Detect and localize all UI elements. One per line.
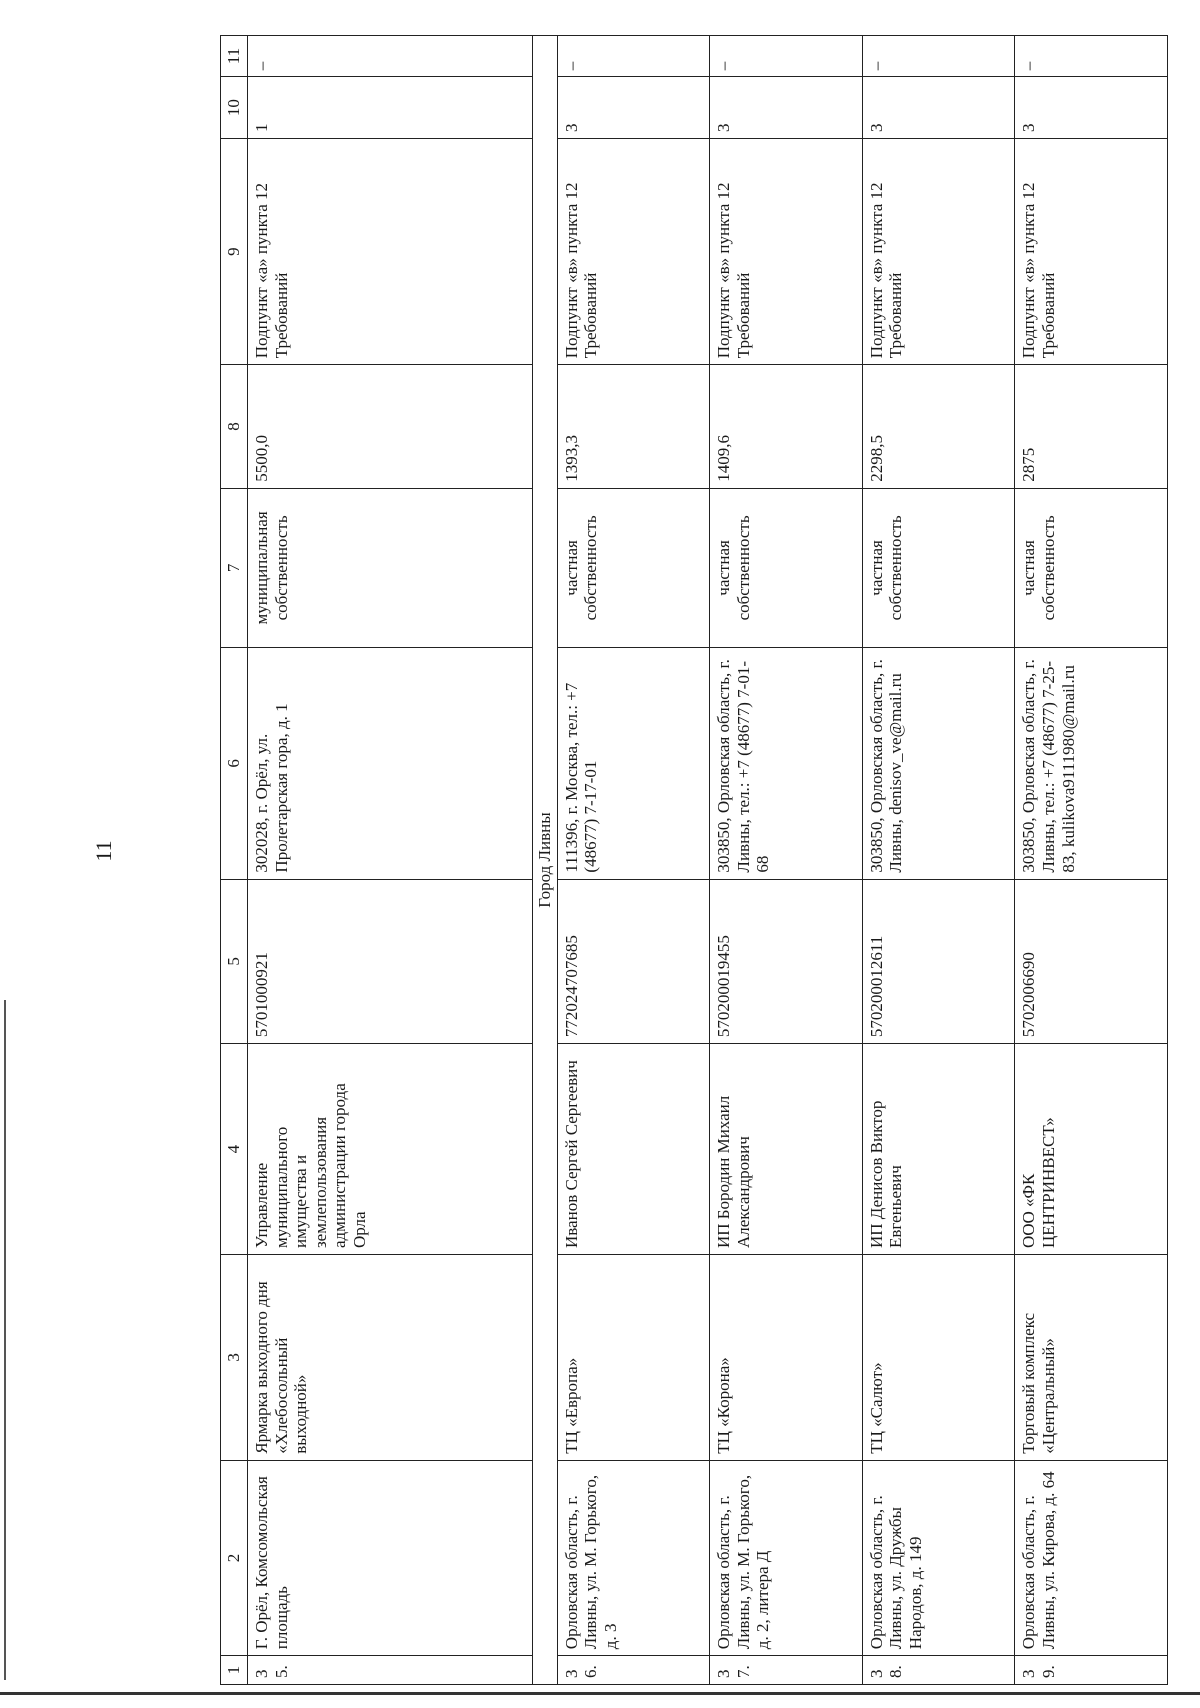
owner-cell: ИП Денисов Виктор Евгеньевич xyxy=(862,1044,1015,1255)
col10-cell: 3 xyxy=(557,77,710,139)
col10-cell: 3 xyxy=(1015,77,1168,139)
col10-cell: 1 xyxy=(248,77,533,139)
city-heading: Город Ливны xyxy=(532,36,557,1685)
table-row xyxy=(862,36,1015,1685)
address-cell: Г. Орёл, Комсомольская площадь xyxy=(248,1460,533,1655)
inn-cell: 772024707685 xyxy=(557,879,710,1044)
contacts-cell: 303850, Орловская область, г. Ливны, тел.: +7 (48677) 7-25-83, kulikova9111980@mail.ru xyxy=(1015,648,1168,879)
col11-cell: – xyxy=(1015,36,1168,77)
name-cell: ТЦ «Европа» xyxy=(557,1255,710,1461)
owner-cell: Управление муниципального имущества и землепользования администрации города Орла xyxy=(248,1044,533,1255)
column-number: 6 xyxy=(221,648,248,879)
table-row xyxy=(248,36,533,1685)
scan-edge-line xyxy=(0,1692,1200,1695)
column-number: 1 xyxy=(221,1656,248,1685)
address-cell: Орловская область, г. Ливны, ул. Кирова, д. 64 xyxy=(1015,1460,1168,1655)
column-number: 3 xyxy=(221,1255,248,1461)
ownership-cell: частная собственность xyxy=(1015,488,1168,647)
name-cell: Торговый комплекс «Центральный» xyxy=(1015,1255,1168,1461)
owner-cell: Иванов Сергей Сергеевич xyxy=(557,1044,710,1255)
table-row xyxy=(710,36,863,1685)
col11-cell: – xyxy=(557,36,710,77)
contacts-cell: 302028, г. Орёл, ул. Пролетарская гора, д. 1 xyxy=(248,648,533,879)
row-number: 39. xyxy=(1015,1656,1168,1685)
basis-cell: Подпункт «а» пункта 12 Требований xyxy=(248,138,533,364)
row-number: 36. xyxy=(557,1656,710,1685)
name-cell: Ярмарка выходного дня «Хлебосольный выходной» xyxy=(248,1255,533,1461)
city-heading-row xyxy=(532,36,557,1685)
address-cell: Орловская область, г. Ливны, ул. Дружбы Народов, д. 149 xyxy=(862,1460,1015,1655)
table-row xyxy=(1015,36,1168,1685)
area-cell: 1409,6 xyxy=(710,365,863,488)
basis-cell: Подпункт «в» пункта 12 Требований xyxy=(557,138,710,364)
basis-cell: Подпункт «в» пункта 12 Требований xyxy=(862,138,1015,364)
column-number: 7 xyxy=(221,488,248,647)
inn-cell: 570200012611 xyxy=(862,879,1015,1044)
area-cell: 2875 xyxy=(1015,365,1168,488)
ownership-cell: частная собственность xyxy=(557,488,710,647)
column-number: 10 xyxy=(221,77,248,139)
column-number: 2 xyxy=(221,1460,248,1655)
col11-cell: – xyxy=(710,36,863,77)
address-cell: Орловская область, г. Ливны, ул. М. Горького, д. 3 xyxy=(557,1460,710,1655)
row-number: 37. xyxy=(710,1656,863,1685)
area-cell: 5500,0 xyxy=(248,365,533,488)
ownership-cell: муниципальная собственность xyxy=(248,488,533,647)
name-cell: ТЦ «Салют» xyxy=(862,1255,1015,1461)
owner-cell: ООО «ФК ЦЕНТРИНВЕСТ» xyxy=(1015,1044,1168,1255)
basis-cell: Подпункт «в» пункта 12 Требований xyxy=(710,138,863,364)
inn-cell: 5702006690 xyxy=(1015,879,1168,1044)
col10-cell: 3 xyxy=(862,77,1015,139)
row-number: 38. xyxy=(862,1656,1015,1685)
column-number: 8 xyxy=(221,365,248,488)
address-cell: Орловская область, г. Ливны, ул. М. Горького, д. 2, литера Д xyxy=(710,1460,863,1655)
column-number: 5 xyxy=(221,879,248,1044)
area-cell: 2298,5 xyxy=(862,365,1015,488)
row-number: 35. xyxy=(248,1656,533,1685)
owner-cell: ИП Бородин Михаил Александрович xyxy=(710,1044,863,1255)
registry-table-rotated xyxy=(220,35,1168,1685)
inn-cell: 5701000921 xyxy=(248,879,533,1044)
scan-left-edge xyxy=(4,1000,6,1680)
basis-cell: Подпункт «в» пункта 12 Требований xyxy=(1015,138,1168,364)
contacts-cell: 303850, Орловская область, г. Ливны, denisov_ve@mail.ru xyxy=(862,648,1015,879)
area-cell: 1393,3 xyxy=(557,365,710,488)
page-number: 11 xyxy=(91,840,116,862)
inn-cell: 570200019455 xyxy=(710,879,863,1044)
column-number: 9 xyxy=(221,138,248,364)
table-row xyxy=(557,36,710,1685)
column-number: 11 xyxy=(221,36,248,77)
column-number: 4 xyxy=(221,1044,248,1255)
col11-cell: – xyxy=(248,36,533,77)
column-number-row xyxy=(221,36,248,1685)
contacts-cell: 111396, г. Москва, тел.: +7 (48677) 7-17-01 xyxy=(557,648,710,879)
contacts-cell: 303850, Орловская область, г. Ливны, тел.: +7 (48677) 7-01-68 xyxy=(710,648,863,879)
registry-table xyxy=(220,35,1168,1685)
ownership-cell: частная собственность xyxy=(862,488,1015,647)
ownership-cell: частная собственность xyxy=(710,488,863,647)
col10-cell: 3 xyxy=(710,77,863,139)
name-cell: ТЦ «Корона» xyxy=(710,1255,863,1461)
col11-cell: – xyxy=(862,36,1015,77)
